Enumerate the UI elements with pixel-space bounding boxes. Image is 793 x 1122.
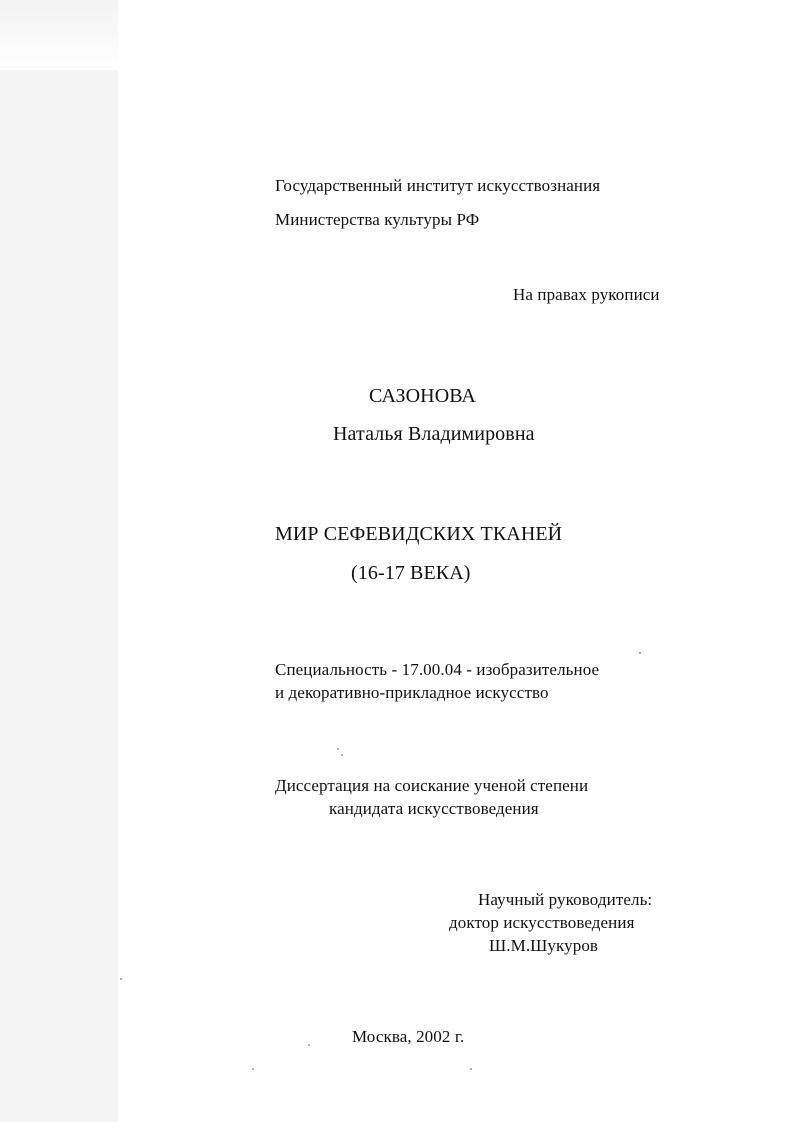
supervisor-label: Научный руководитель:	[478, 890, 653, 909]
city-year: Москва, 2002 г.	[352, 1027, 465, 1046]
scan-speck	[639, 652, 641, 654]
title-period: (16-17 ВЕКА)	[351, 562, 471, 584]
dissertation-line-2: кандидата искусствоведения	[329, 799, 539, 818]
scan-speck	[252, 1068, 254, 1070]
author-surname: САЗОНОВА	[369, 385, 476, 407]
scan-margin-left	[0, 0, 118, 1122]
supervisor-name: Ш.М.Шукуров	[489, 936, 599, 955]
institution-line-2: Министерства культуры РФ	[275, 210, 480, 229]
scan-speck	[337, 748, 339, 750]
dissertation-line-1: Диссертация на соискание ученой степени	[275, 776, 589, 795]
institution-line-1: Государственный институт искусствознания	[275, 176, 601, 195]
specialty-line-1: Специальность - 17.00.04 - изобразительное	[275, 660, 600, 679]
scan-speck	[308, 1044, 310, 1046]
manuscript-note: На правах рукописи	[513, 285, 660, 304]
author-given-names: Наталья Владимировна	[333, 423, 535, 445]
dissertation-title: МИР СЕФЕВИДСКИХ ТКАНЕЙ	[275, 523, 563, 545]
scan-speck	[120, 978, 122, 980]
specialty-line-2: и декоративно-прикладное искусство	[275, 683, 549, 702]
scan-speck	[341, 754, 343, 756]
scan-speck	[470, 1068, 472, 1070]
supervisor-degree: доктор искусствоведения	[449, 913, 635, 932]
